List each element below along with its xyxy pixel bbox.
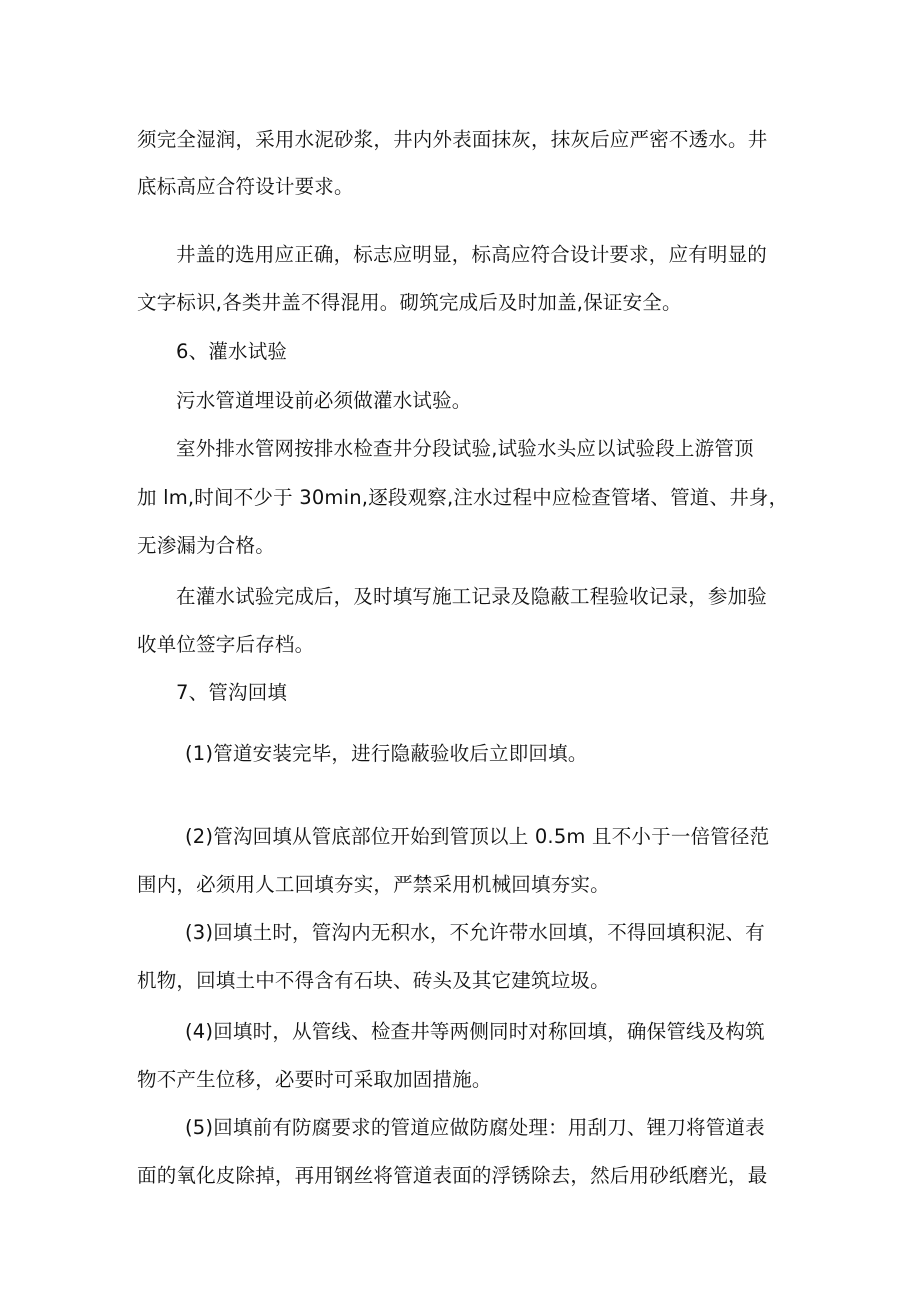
text-line: 加 lm,时间不少于 30min,逐段观察,注水过程中应检查管堵、管道、井身， [137, 486, 789, 509]
text-line: 底标高应合符设计要求。 [137, 175, 354, 198]
text-line: 在灌水试验完成后，及时填写施工记录及隐蔽工程验收记录，参加验 [176, 585, 768, 608]
text-line: 文字标识,各类井盖不得混用。砌筑完成后及时加盖,保证安全。 [137, 291, 682, 314]
text-line: (5)回填前有防腐要求的管道应做防腐处理：用刮刀、锂刀将管道表 [185, 1116, 765, 1139]
text-line: (2)管沟回填从管底部位开始到管顶以上 0.5m 且不小于一倍管径范 [185, 825, 770, 848]
section-heading: 7、管沟回填 [176, 681, 288, 704]
text-line: (1)管道安装完毕，进行隐蔽验收后立即回填。 [185, 742, 588, 765]
text-line: (3)回填土时，管沟内无积水，不允许带水回填，不得回填积泥、有 [185, 921, 765, 944]
text-line: 物不产生位移，必要时可采取加固措施。 [137, 1068, 492, 1091]
text-line: 污水管道埋设前必须做灌水试验。 [176, 389, 472, 412]
section-heading: 6、灌水试验 [176, 340, 288, 363]
text-line: 须完全湿润，采用水泥砂浆，井内外表面抹灰，抹灰后应严密不透水。井 [137, 128, 768, 151]
text-line: 井盖的选用应正确，标志应明显，标高应符合设计要求，应有明显的 [176, 243, 768, 266]
text-line: 面的氧化皮除掉，再用钢丝将管道表面的浮锈除去，然后用砂纸磨光，最 [137, 1164, 768, 1187]
text-line: 机物，回填土中不得含有石块、砖头及其它建筑垃圾。 [137, 969, 610, 992]
text-line: 收单位签字后存档。 [137, 633, 315, 656]
text-line: 围内，必须用人工回填夯实，严禁采用机械回填夯实。 [137, 873, 610, 896]
text-line: (4)回填时，从管线、检查井等两侧同时对称回填，确保管线及构筑 [185, 1020, 765, 1043]
text-line: 无渗漏为合格。 [137, 534, 275, 557]
text-line: 室外排水管网按排水检查井分段试验,试验水头应以试验段上游管顶 [176, 437, 754, 460]
